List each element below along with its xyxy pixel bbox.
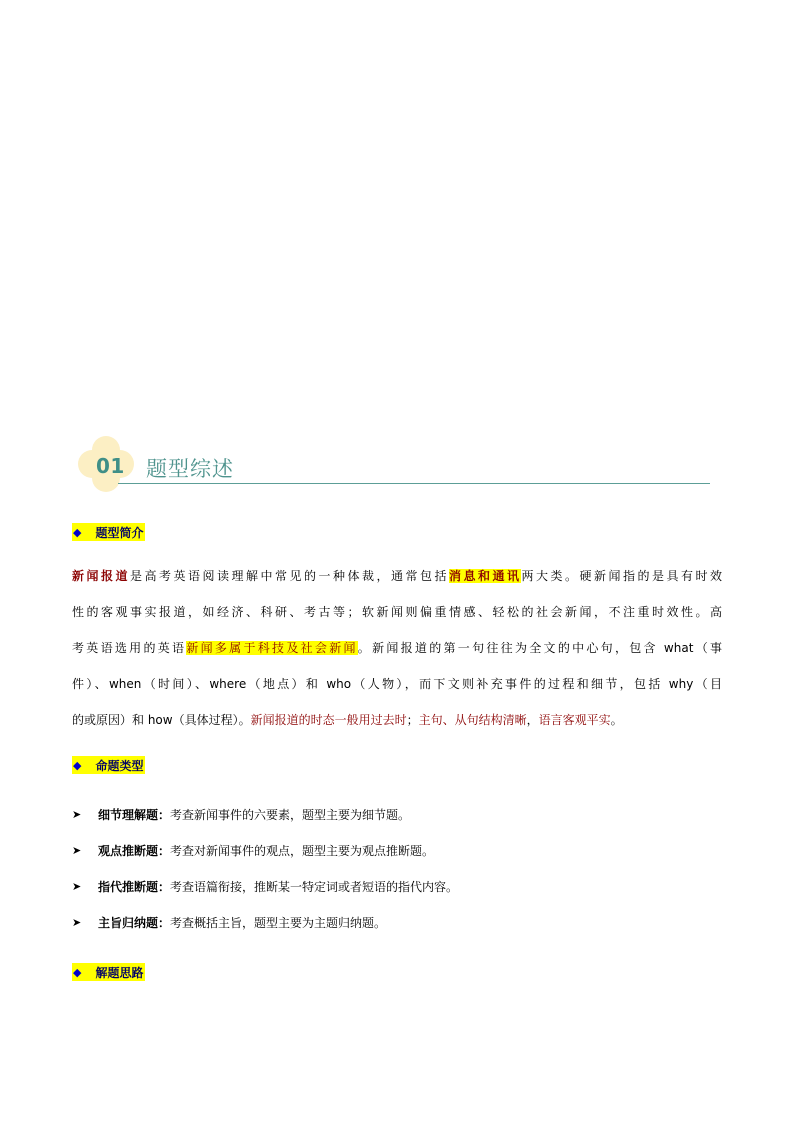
list-item — [72, 913, 386, 931]
intro-line-4: 件）、when（时间）、where（地点）和 who（人物），而下文则补充事件的过程和细节，包括 why（目 — [72, 677, 722, 691]
highlighted-key-term: 消息和通讯 — [448, 569, 522, 583]
arrow-icon: ➤ — [72, 915, 82, 929]
diamond-icon: ◆ — [73, 758, 82, 772]
text-run: 的或原因）和 how（具体过程）。 — [72, 713, 251, 727]
arrow-icon: ➤ — [72, 807, 82, 821]
intro-line-3 — [72, 630, 722, 666]
item-text: 考查新闻事件的六要素，题型主要为细节题。 — [170, 807, 411, 822]
highlighted-phrase: 新闻多属于科技及社会新闻 — [186, 641, 358, 655]
arrow-icon: ➤ — [72, 843, 82, 857]
key-phrase: 新闻报道的时态一般用过去时 — [250, 713, 407, 727]
intro-line-2: 性的客观事实报道，如经济、科研、考古等；软新闻则偏重情感、轻松的社会新闻，不注重时效性。高 — [72, 605, 722, 619]
types-heading — [72, 756, 145, 774]
intro-heading — [72, 523, 145, 541]
item-text: 考查对新闻事件的观点，题型主要为观点推断题。 — [170, 843, 435, 858]
item-text: 考查语篇衔接，推断某一特定词或者短语的指代内容。 — [170, 879, 459, 894]
section-title: 题型综述 — [146, 457, 234, 481]
approach-heading — [72, 963, 145, 981]
intro-line-5 — [72, 702, 722, 738]
key-phrase: 语言客观平实 — [538, 713, 611, 727]
section-header — [78, 436, 718, 496]
text-run: 考英语选用的英语 — [72, 641, 187, 655]
list-item — [72, 841, 434, 859]
intro-paragraph — [72, 558, 722, 738]
text-run: ， — [526, 713, 539, 727]
diamond-icon: ◆ — [73, 965, 82, 979]
item-label: 指代推断题： — [98, 879, 171, 894]
item-label: 细节理解题： — [98, 807, 171, 822]
item-text: 考查概括主旨，题型主要为主题归纳题。 — [170, 915, 387, 930]
text-run: 。 — [610, 713, 623, 727]
diamond-icon: ◆ — [73, 525, 82, 539]
intro-line-1 — [72, 558, 722, 594]
intro-heading-label: 题型简介 — [95, 525, 144, 540]
arrow-icon: ➤ — [72, 879, 82, 893]
text-run: 是高考英语阅读理解中常见的一种体裁，通常包括 — [130, 569, 449, 583]
item-label: 主旨归纳题： — [98, 915, 171, 930]
text-run: 两大类。硬新闻指的是具有时效 — [521, 569, 722, 583]
section-divider — [118, 483, 710, 484]
text-run: ； — [406, 713, 419, 727]
approach-heading-label: 解题思路 — [95, 965, 144, 980]
text-run: 。新闻报道的第一句往往为全文的中心句，包含 what（事 — [357, 641, 722, 655]
section-number: 01 — [96, 454, 125, 478]
item-label: 观点推断题： — [98, 843, 171, 858]
list-item — [72, 877, 458, 895]
types-heading-label: 命题类型 — [95, 758, 144, 773]
key-term: 新闻报道 — [72, 569, 130, 583]
list-item — [72, 805, 410, 823]
key-phrase: 主句、从句结构清晰 — [418, 713, 527, 727]
